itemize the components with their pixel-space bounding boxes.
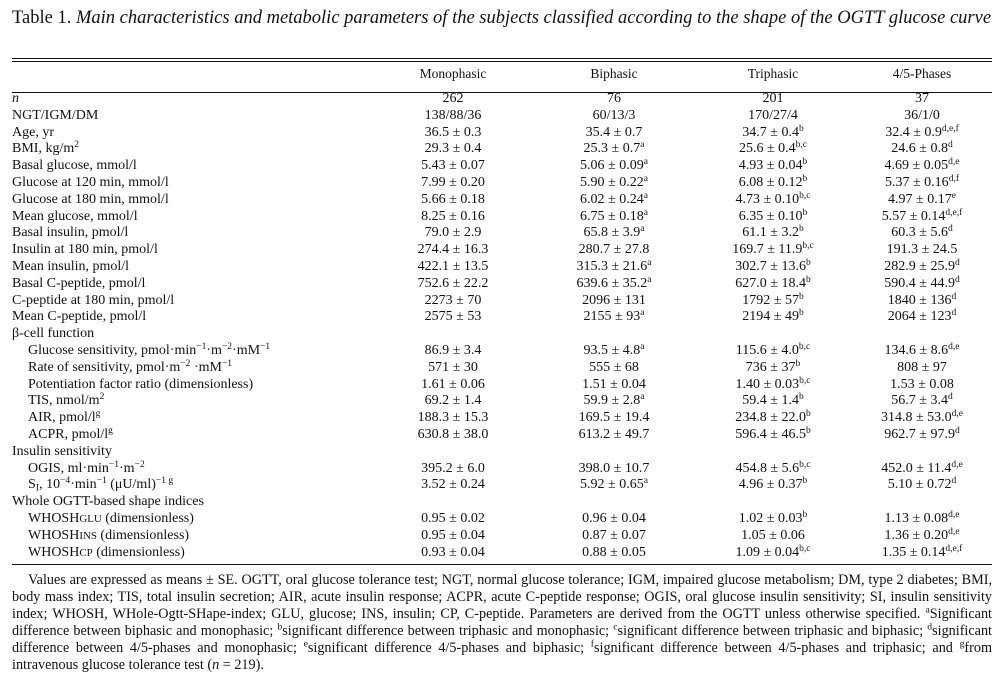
value-cell [852, 444, 992, 461]
value-cell: $452.0 \pm 11.4^{d,e}$ [881, 459, 963, 476]
value-cell [852, 494, 992, 511]
table-row [12, 125, 992, 142]
row-label: C-peptide at 180 min, pmol/l [12, 292, 175, 308]
table-caption [12, 8, 992, 29]
row-label: BMI, $kg/m^2$ [12, 140, 79, 157]
table-row [12, 209, 992, 226]
value-cell: 302.7 ± 13.6$^b$ [735, 257, 811, 274]
value-cell: 0.87 ± 0.07 [582, 527, 646, 543]
value-cell: 86.9 ± 3.4 [424, 342, 482, 358]
value-cell [852, 326, 992, 343]
value-cell: $1.35 \pm 0.14^{d,e,f}$ [881, 543, 963, 560]
value-cell: 4.97 ± 0.17$^e$ [888, 190, 956, 207]
col-header-4-5-phases: 4/5-Phases [892, 66, 952, 81]
value-cell [694, 444, 852, 461]
value-cell: 1.51 ± 0.04 [582, 376, 646, 392]
value-cell: 5.92 ± 0.65$^a$ [580, 476, 648, 493]
value-cell: 639.6 ± 35.2$^a$ [576, 274, 652, 291]
value-cell: 234.8 ± 22.0$^b$ [735, 408, 811, 426]
value-cell: 808 ± 97 [897, 359, 947, 375]
table-row [12, 377, 992, 394]
value-cell: 61.1 ± 3.2$^b$ [742, 224, 804, 241]
value-cell: 93.5 ± 4.8$^a$ [583, 341, 645, 358]
value-cell: $314.8 \pm 53.0^{d,e}$ [880, 408, 964, 426]
value-cell: $1.13 \pm 0.08^{d,e}$ [884, 509, 960, 526]
value-cell: 7.99 ± 0.20 [421, 174, 485, 190]
row-label: Basal glucose, mmol/l [12, 158, 137, 174]
row-label: AIR, pmol/$l^g$ [28, 408, 101, 426]
row-label: TIS, nmol/$m^2$ [28, 392, 105, 409]
value-cell: 24.6 ± 0.8$^d$ [891, 140, 953, 157]
value-cell: 169.5 ± 19.4 [578, 410, 650, 426]
value-cell: 2273 ± 70 [424, 292, 482, 308]
row-label: Mean insulin, pmol/l [12, 258, 130, 274]
value-cell: 56.7 ± 3.4$^d$ [891, 392, 953, 409]
value-cell: 613.2 ± 49.7 [578, 426, 650, 442]
value-cell: 69.2 ± 1.4 [424, 393, 482, 409]
value-cell: 2096 ± 131 [582, 292, 646, 308]
value-cell: 76 [607, 91, 621, 106]
value-cell: 201 [762, 91, 784, 106]
value-cell: 962.7 ± 97.9$^d$ [884, 425, 960, 442]
table-row [12, 242, 992, 259]
value-cell: 395.2 ± 6.0 [421, 460, 485, 476]
table-row [12, 511, 992, 528]
value-cell: $25.6 \pm 0.4^{b,c}$ [738, 140, 808, 157]
value-cell: 596.4 ± 46.5$^b$ [735, 425, 811, 442]
table-row [12, 141, 992, 158]
value-cell: 3.52 ± 0.24 [421, 477, 485, 493]
row-label: Potentiation factor ratio (dimensionless) [28, 376, 254, 392]
value-cell [534, 326, 694, 343]
table-title: Main characteristics and metabolic parameters of the subjects classified according to the shape of the OGTT glucose curve [75, 8, 992, 28]
value-cell: $4.69 \pm 0.05^{d,e}$ [884, 156, 960, 174]
value-cell [694, 326, 852, 343]
table-row [12, 427, 992, 444]
value-cell: 29.3 ± 0.4 [424, 141, 482, 157]
value-cell [694, 494, 852, 511]
row-label: WHOSHINS (dimensionless) [28, 527, 190, 543]
value-cell: 1.61 ± 0.06 [421, 376, 485, 392]
table-body [12, 87, 992, 561]
table-row [12, 225, 992, 242]
value-cell: 2575 ± 53 [424, 309, 482, 325]
table-row [12, 108, 992, 125]
value-cell: $2194 \pm 49^b$ [742, 308, 804, 325]
value-cell: 60/13/3 [592, 107, 636, 123]
value-cell: 0.93 ± 0.04 [421, 544, 485, 560]
value-cell: 170/27/4 [748, 107, 798, 123]
row-label: Basal insulin, pmol/l [12, 225, 129, 241]
value-cell: 34.7 ± 0.4$^b$ [742, 123, 804, 140]
value-cell: 422.1 ± 13.5 [417, 258, 489, 274]
table-row [12, 343, 992, 360]
value-cell: $1.36 \pm 0.20^{d,e}$ [884, 526, 960, 543]
value-cell: $4.73 \pm 0.10^{b,c}$ [735, 190, 811, 207]
table-row [12, 293, 992, 310]
value-cell: 6.75 ± 0.18$^a$ [580, 207, 648, 224]
value-cell: 25.3 ± 0.7$^a$ [583, 140, 645, 157]
row-label: Glucose sensitivity, $pmol\cdot\min^{-1}\cdot m^{-2}\cdot mM^{-1}$ [28, 341, 271, 358]
value-cell: 59.4 ± 1.4$^b$ [742, 392, 804, 409]
table-row [12, 528, 992, 545]
section-heading: Insulin sensitivity [12, 443, 112, 459]
value-cell: 36.5 ± 0.3 [424, 124, 482, 140]
header-row [12, 61, 992, 87]
value-cell: 138/88/36 [424, 107, 482, 123]
table-row [12, 192, 992, 209]
value-cell: $1792 \pm 57^b$ [742, 291, 804, 308]
value-cell: 6.08 ± 0.12$^b$ [738, 173, 808, 190]
value-cell: 191.3 ± 24.5 [886, 242, 958, 258]
section-heading: Whole OGTT-based shape indices [12, 494, 204, 510]
value-cell: 571 ± 30 [428, 359, 478, 375]
table-row [12, 175, 992, 192]
value-cell: 5.90 ± 0.22$^a$ [580, 173, 648, 190]
value-cell: 1.53 ± 0.08 [890, 376, 954, 392]
value-cell: 6.02 ± 0.24$^a$ [580, 190, 648, 207]
value-cell [372, 444, 534, 461]
table-row [12, 259, 992, 276]
value-cell [534, 494, 694, 511]
value-cell: 36/1/0 [904, 107, 940, 123]
col-header-triphasic: Triphasic [747, 66, 799, 81]
row-label: n [12, 91, 19, 106]
section-row [12, 444, 992, 461]
table-row [12, 393, 992, 410]
section-row [12, 494, 992, 511]
value-cell: 59.9 ± 2.8$^a$ [583, 392, 645, 409]
row-label: $S_I$, $10^{-4}\cdot\min^{-1}$ $(\mu U/ml)^{-1 g}$ [28, 476, 174, 494]
value-cell: 4.96 ± 0.37$^b$ [738, 476, 808, 493]
col-header-biphasic: Biphasic [590, 66, 638, 81]
section-row [12, 326, 992, 343]
value-cell: 4.93 ± 0.04$^b$ [738, 156, 808, 174]
table-row [12, 276, 992, 293]
value-cell: 1.02 ± 0.03$^b$ [738, 509, 808, 526]
col-header-monophasic: Monophasic [419, 66, 487, 81]
value-cell: $2064 \pm 123^d$ [887, 308, 957, 325]
table-row [12, 545, 992, 562]
header-label-cell [12, 61, 372, 87]
value-cell: $736 \pm 37^b$ [745, 358, 801, 375]
row-label: Age, yr [12, 124, 54, 140]
value-cell: 188.3 ± 15.3 [417, 410, 489, 426]
value-cell: 37 [915, 91, 929, 106]
value-cell: 60.3 ± 5.6$^d$ [891, 224, 953, 241]
value-cell: $5.37 \pm 0.16^{d,f}$ [885, 173, 959, 190]
value-cell: $32.4 \pm 0.9^{d,e,f}$ [885, 123, 959, 140]
value-cell [372, 326, 534, 343]
value-cell: $169.7 \pm 11.9^{b,c}$ [732, 240, 814, 258]
row-label: Insulin at 180 min, pmol/l [12, 242, 158, 258]
value-cell: $1.40 \pm 0.03^{b,c}$ [735, 375, 811, 392]
table-row [12, 477, 992, 494]
value-cell: $134.6 \pm 8.6^{d,e}$ [884, 341, 960, 358]
value-cell: 5.66 ± 0.18 [421, 191, 485, 207]
value-cell: 8.25 ± 0.16 [421, 208, 485, 224]
value-cell: $1840 \pm 136^d$ [887, 291, 957, 308]
value-cell [534, 444, 694, 461]
value-cell: 0.95 ± 0.04 [421, 527, 485, 543]
value-cell: 0.88 ± 0.05 [582, 544, 646, 560]
value-cell: 627.0 ± 18.4$^b$ [735, 274, 811, 291]
value-cell: 5.43 ± 0.07 [421, 158, 485, 174]
header-rule [12, 92, 992, 93]
row-label: WHOSHCP (dimensionless) [28, 544, 185, 560]
row-label: Rate of sensitivity, $pmol\cdot m^{-2} \cdot mM^{-1}$ [28, 358, 233, 375]
value-cell: $1.09 \pm 0.04^{b,c}$ [735, 543, 811, 560]
characteristics-table [12, 61, 992, 561]
table-row [12, 360, 992, 377]
table-row [12, 87, 992, 108]
value-cell [372, 494, 534, 511]
value-cell: 280.7 ± 27.8 [578, 242, 650, 258]
value-cell: $2155 \pm 93^a$ [583, 308, 645, 325]
row-label: NGT/IGM/DM [12, 107, 99, 123]
value-cell: 282.9 ± 25.9$^d$ [884, 257, 960, 274]
value-cell: 1.05 ± 0.06 [741, 527, 805, 543]
top-rule [12, 58, 992, 59]
row-label: Basal C-peptide, pmol/l [12, 275, 146, 291]
value-cell: $454.8 \pm 5.6^{b,c}$ [735, 459, 811, 476]
row-label: Mean glucose, mmol/l [12, 208, 138, 224]
value-cell: 590.4 ± 44.9$^d$ [884, 274, 960, 291]
row-label: Mean C-peptide, pmol/l [12, 309, 147, 325]
value-cell: 5.10 ± 0.72$^d$ [887, 476, 957, 493]
value-cell: 35.4 ± 0.7 [585, 124, 643, 140]
value-cell: 398.0 ± 10.7 [578, 460, 650, 476]
table-footnote: Values are expressed as means ± SE. OGTT, oral glucose tolerance test; NGT, normal glucose tolerance; IGM, impaired glucose metabolism; DM, type 2 diabetes; BMI, body mass index; TIS, total insulin secretion; AIR, acute insulin response; ACPR, acute C-peptide response; OGIS, oral glucose insulin sensitivity; SI, insulin sensitivity index; WHOSH, WHole-Ogtt-SHape-index; GLU, glucose; INS, insulin; CP, C-peptide. Parameters are derived from the OGTT unless otherwise specified. $^a$Significant difference between biphasic and monophasic; $^b$significant difference between triphasic and monophasic; $^c$significant difference between triphasic and biphasic; $^d$significant difference between 4/5-phases and monophasic; $^e$significant difference 4/5-phases and biphasic; $^f$significant difference between 4/5-phases and triphasic; and $^g$from intravenous glucose tolerance test (n = 219). [12, 572, 992, 673]
value-cell: 0.96 ± 0.04 [582, 510, 646, 526]
value-cell: 630.8 ± 38.0 [417, 426, 489, 442]
value-cell: 0.95 ± 0.02 [421, 510, 485, 526]
table-label: Table 1. [12, 8, 72, 28]
section-heading: β-cell function [12, 326, 95, 342]
value-cell: 274.4 ± 16.3 [417, 242, 489, 258]
row-label: OGIS, $ml\cdot\min^{-1}\cdot m^{-2}$ [28, 459, 145, 476]
row-label: WHOSHGLU (dimensionless) [28, 510, 194, 526]
value-cell: 5.06 ± 0.09$^a$ [580, 156, 648, 174]
value-cell: 555 ± 68 [589, 359, 639, 375]
value-cell: 65.8 ± 3.9$^a$ [583, 224, 645, 241]
value-cell: 315.3 ± 21.6$^a$ [576, 257, 652, 274]
row-label: ACPR, pmol/$l^g$ [28, 425, 113, 442]
table-row [12, 158, 992, 175]
row-label: Glucose at 180 min, mmol/l [12, 191, 169, 207]
value-cell: $115.6 \pm 4.0^{b,c}$ [735, 341, 811, 358]
bottom-rule [12, 564, 992, 565]
value-cell: 752.6 ± 22.2 [417, 275, 489, 291]
table-row [12, 461, 992, 478]
row-label: Glucose at 120 min, mmol/l [12, 174, 169, 190]
value-cell: $5.57 \pm 0.14^{d,e,f}$ [881, 207, 963, 224]
value-cell: 262 [442, 91, 464, 106]
value-cell: 6.35 ± 0.10$^b$ [738, 207, 808, 224]
table-row [12, 410, 992, 427]
value-cell: 79.0 ± 2.9 [424, 225, 482, 241]
table-row [12, 309, 992, 326]
